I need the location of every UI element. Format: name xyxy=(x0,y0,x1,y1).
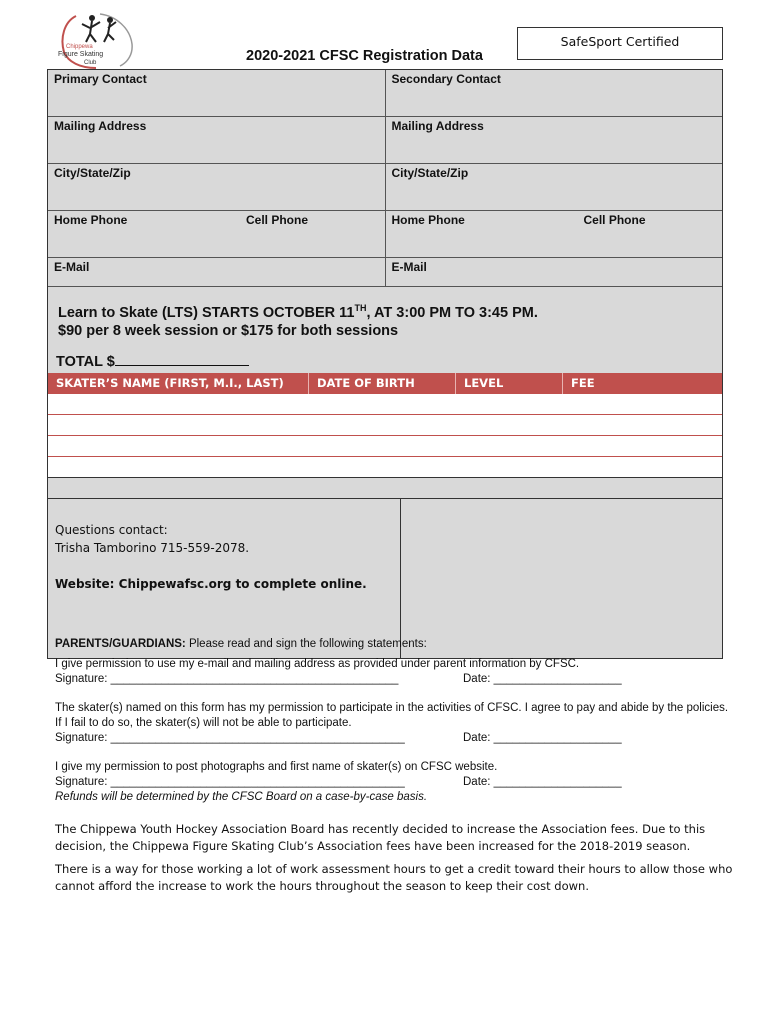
logo-text-1: Chippewa xyxy=(66,44,93,50)
total-field[interactable] xyxy=(56,351,249,370)
club-logo xyxy=(56,8,138,70)
date-line-2: Date: ____________________ xyxy=(463,732,622,744)
contact-row xyxy=(48,70,722,117)
parent-statements xyxy=(55,637,735,805)
registration-form xyxy=(47,69,723,659)
primary-contact-field[interactable] xyxy=(48,70,385,116)
secondary-contact-label: Secondary Contact xyxy=(391,72,501,86)
skater-row[interactable] xyxy=(48,415,722,436)
total-underline xyxy=(115,351,249,366)
email-row xyxy=(48,258,722,287)
learn-to-skate-section xyxy=(48,287,722,373)
city-label: City/State/Zip xyxy=(54,166,131,180)
fee-notice-2: There is a way for those working a lot of work assessment hours to get a credit toward their hours to allow those who cannot afford the increase to work the hours throughout the season to keep their cost down. xyxy=(55,862,733,893)
website-link[interactable]: Website: Chippewafsc.org to complete online. xyxy=(55,577,367,591)
statement-2: The skater(s) named on this form has my permission to participate in the activities of CFSC. I agree to pay and abide by the policies. If I fail to do so, the skater(s) will not be able to participate. xyxy=(55,702,729,729)
secondary-email-field[interactable] xyxy=(385,258,723,286)
phone-row xyxy=(48,211,722,258)
col-skater-name: SKATER’S NAME (FIRST, M.I., LAST) xyxy=(48,373,309,394)
questions-label: Questions contact: xyxy=(55,523,168,537)
refund-note: Refunds will be determined by the CFSC Board on a case-by-case basis. xyxy=(55,791,428,803)
mailing-row xyxy=(48,117,722,164)
secondary-city-field[interactable] xyxy=(385,164,723,210)
secondary-mailing-field[interactable] xyxy=(385,117,723,163)
signature-line-1[interactable]: Signature: _____________________________________________ Date: ____________________ xyxy=(55,673,622,685)
questions-contact-box xyxy=(48,499,401,658)
primary-phone-field[interactable] xyxy=(48,211,385,257)
cell-phone-label: Cell Phone xyxy=(246,213,309,227)
col-fee: FEE xyxy=(571,376,595,390)
skater-row[interactable] xyxy=(48,394,722,415)
cell-phone-label: Cell Phone xyxy=(583,213,646,227)
home-phone-label: Home Phone xyxy=(391,213,465,227)
skater-table-header xyxy=(48,373,722,394)
questions-person: Trisha Tamborino 715-559-2078. xyxy=(55,541,250,555)
lts-schedule: Learn to Skate (LTS) STARTS OCTOBER 11TH, AT 3:00 PM TO 3:45 PM. xyxy=(58,303,538,321)
primary-city-field[interactable] xyxy=(48,164,385,210)
signature-line-2[interactable]: Signature: ______________________________________________ Date: ____________________ xyxy=(55,732,622,744)
fee-notice xyxy=(55,821,735,901)
statements-intro: PARENTS/GUARDIANS: Please read and sign the following statements: xyxy=(55,638,427,650)
primary-mailing-field[interactable] xyxy=(48,117,385,163)
date-line-3: Date: ____________________ xyxy=(463,776,622,788)
secondary-contact-field[interactable] xyxy=(385,70,723,116)
mailing-label: Mailing Address xyxy=(54,119,147,133)
skater-row[interactable] xyxy=(48,457,722,477)
cert-text: SafeSport Certified xyxy=(560,34,680,49)
secondary-phone-field[interactable] xyxy=(385,211,723,257)
signature-line-3[interactable]: Signature: ______________________________________________ Date: ____________________ xyxy=(55,776,622,788)
questions-section xyxy=(48,499,722,658)
lts-pricing: $90 per 8 week session or $175 for both sessions xyxy=(58,322,399,339)
total-label: TOTAL $ xyxy=(56,354,115,370)
fee-notice-1: The Chippewa Youth Hockey Association Board has recently decided to increase the Association fees. Due to this decision, the Chippewa Figure Skating Club’s Association fees have been increased for the 2018-2019 season. xyxy=(55,822,706,853)
email-label: E-Mail xyxy=(54,260,90,274)
skater-row[interactable] xyxy=(48,436,722,457)
safesport-certified-box xyxy=(517,27,723,60)
divider-bar xyxy=(48,477,722,499)
primary-contact-label: Primary Contact xyxy=(54,72,147,86)
page-title: 2020-2021 CFSC Registration Data xyxy=(246,48,483,64)
city-label: City/State/Zip xyxy=(391,166,469,180)
city-row xyxy=(48,164,722,211)
blank-box xyxy=(401,499,722,658)
logo-text-3: Club xyxy=(84,60,97,66)
logo-text-2: Figure Skating xyxy=(58,51,104,58)
col-level: LEVEL xyxy=(456,373,563,394)
primary-email-field[interactable] xyxy=(48,258,385,286)
home-phone-label: Home Phone xyxy=(54,213,128,227)
statement-1: I give permission to use my e-mail and mailing address as provided under parent information by CFSC. xyxy=(55,658,580,670)
date-line-1: Date: ____________________ xyxy=(463,673,622,685)
col-dob: DATE OF BIRTH xyxy=(309,373,456,394)
email-label: E-Mail xyxy=(391,260,427,274)
mailing-label: Mailing Address xyxy=(391,119,484,133)
statement-3: I give my permission to post photographs and first name of skater(s) on CFSC website. xyxy=(55,761,498,773)
